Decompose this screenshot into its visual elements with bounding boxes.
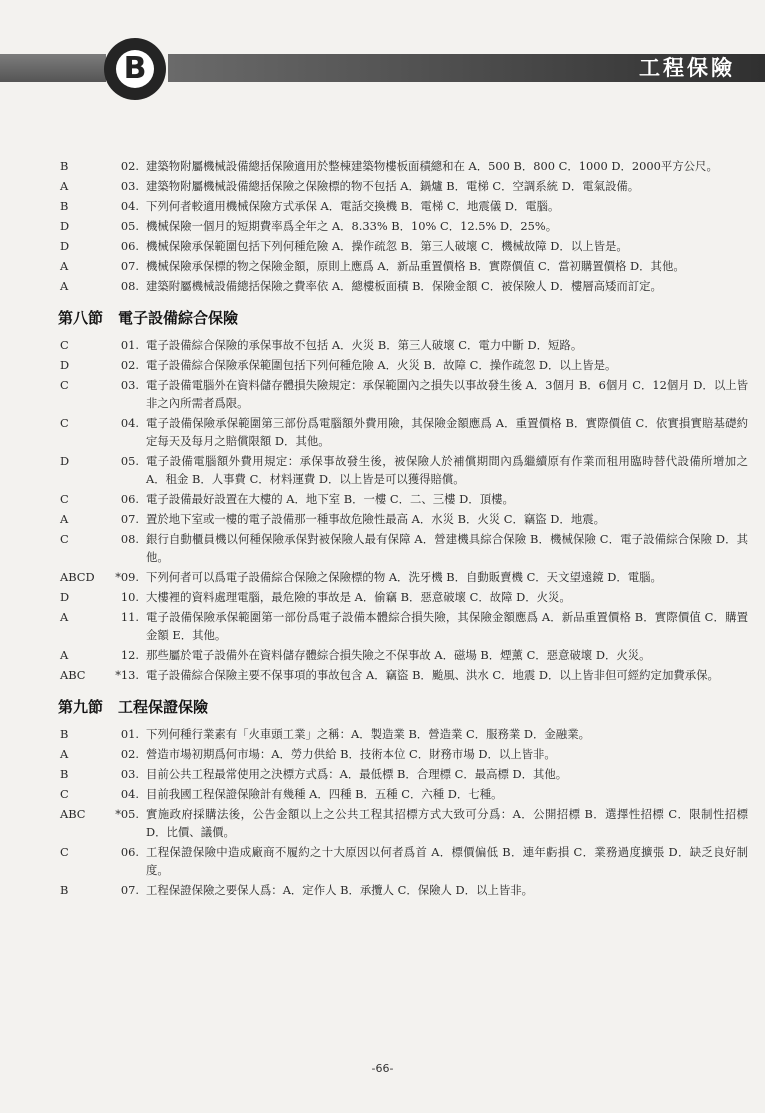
answer-key: A (60, 610, 69, 624)
answer-key: C (60, 416, 69, 430)
question-text: 下列何者較適用機械保險方式承保 A．電話交換機 B．電梯 C．地震儀 D．電腦。 (146, 199, 560, 213)
answer-key: C (60, 787, 69, 801)
question-text: 機械保險承保範圍包括下列何種危險 A．操作疏忽 B．第三人破壞 C．機械故障 D．以上皆是。 (146, 239, 628, 253)
question-number: 10. (120, 590, 139, 604)
answer-key: D (60, 454, 70, 468)
answer-key: B (60, 883, 69, 897)
answer-key: A (60, 648, 69, 662)
question-row (58, 157, 748, 175)
question-row (58, 237, 748, 255)
question-number: *09. (115, 570, 139, 584)
answer-key: C (60, 532, 69, 546)
answer-key: A (60, 747, 69, 761)
question-text: 電子設備最好設置在大樓的 A．地下室 B．一樓 C．二、三樓 D．頂樓。 (146, 492, 514, 506)
question-number: 06. (120, 845, 139, 859)
question-text: 建築物附屬機械設備總括保險之保險標的物不包括 A．鍋爐 B．電梯 C．空調系統 D．電氣設備。 (146, 179, 640, 193)
answer-key: D (60, 239, 70, 253)
question-row (58, 765, 748, 783)
question-number: 04. (120, 416, 139, 430)
question-row (58, 197, 748, 215)
question-text: 電子設備綜合保險的承保事故不包括 A．火災 B．第三人破壞 C．電力中斷 D．短路。 (146, 338, 583, 352)
chapter-title: 工程保險 (639, 56, 735, 80)
question-number: 05. (120, 219, 139, 233)
answer-key: C (60, 338, 69, 352)
question-row (58, 336, 748, 354)
answer-key: A (60, 179, 69, 193)
answer-key: B (60, 159, 69, 173)
question-text: 目前公共工程最常使用之決標方式爲：A．最低標 B．合理標 C．最高標 D．其他。 (146, 767, 568, 781)
question-row (58, 414, 748, 450)
question-text: 電子設備綜合保險主要不保事項的事故包含 A．竊盜 B．颱風、洪水 C．地震 D．以上皆非但可經約定加費承保。 (146, 668, 719, 682)
question-number: 07. (120, 259, 139, 273)
question-number: 04. (120, 787, 139, 801)
question-number: 03. (120, 767, 139, 781)
answer-key: B (60, 767, 69, 781)
question-text: 建築附屬機械設備總括保險之費率依 A．總樓板面積 B．保險金額 C．被保險人 D．樓層高矮而訂定。 (146, 279, 662, 293)
question-number: 08. (120, 279, 139, 293)
answer-key: B (60, 199, 69, 213)
answer-key: A (60, 279, 69, 293)
question-text: 置於地下室或一樓的電子設備那一種事故危險性最高 A．水災 B．火災 C．竊盜 D．地震。 (146, 512, 605, 526)
question-text: 大樓裡的資料處理電腦，最危險的事故是 A．偷竊 B．惡意破壞 C．故障 D．火災。 (146, 590, 571, 604)
question-text: 電子設備電腦外在資料儲存體損失險規定：承保範圍內之損失以事故發生後 A．3個月 B．6個月 C．12個月 D．以上皆非之內所需者爲限。 (146, 378, 748, 410)
page-number: -66- (371, 1062, 394, 1075)
question-list (58, 157, 748, 901)
question-row (58, 376, 748, 412)
question-number: 04. (120, 199, 139, 213)
logo-icon: B (116, 50, 154, 88)
question-row (58, 217, 748, 235)
question-text: 機械保險一個月的短期費率爲全年之 A．8.33% B．10% C．12.5% D．25%。 (146, 219, 558, 233)
question-text: 電子設備電腦額外費用規定：承保事故發生後，被保險人於補償期間內爲繼續原有作業而租用臨時替代設備所增加之 A．租金 B．人事費 C．材料運費 D．以上皆是可以獲得賠償。 (146, 454, 748, 486)
question-row (58, 356, 748, 374)
question-text: 目前我國工程保證保險計有幾種 A．四種 B．五種 C．六種 D．七種。 (146, 787, 503, 801)
question-number: 01. (120, 338, 139, 352)
question-row (58, 881, 748, 899)
question-text: 銀行自動櫃員機以何種保險承保對被保險人最有保障 A．營建機具綜合保險 B．機械保險 C．電子設備綜合保險 D．其他。 (146, 532, 748, 564)
question-row (58, 530, 748, 566)
question-row (58, 490, 748, 508)
question-text: 工程保證保險之要保人爲：A．定作人 B．承攬人 C．保險人 D．以上皆非。 (146, 883, 534, 897)
question-number: *13. (115, 668, 139, 682)
question-number: 05. (120, 454, 139, 468)
question-row (58, 843, 748, 879)
question-row (58, 666, 748, 684)
answer-key: B (60, 727, 69, 741)
question-row (58, 510, 748, 528)
answer-key: ABCD (60, 570, 95, 584)
question-row (58, 257, 748, 275)
answer-key: ABC (60, 668, 86, 682)
question-number: 07. (120, 512, 139, 526)
section-heading: 第八節 電子設備綜合保險 (58, 309, 239, 327)
question-row (58, 725, 748, 743)
question-row (58, 646, 748, 664)
answer-key: A (60, 512, 69, 526)
question-row (58, 177, 748, 195)
question-text: 電子設備保險承保範圍第一部份爲電子設備本體綜合損失險，其保險金額應爲 A．新品重置價格 B．實際價值 C．購置金額 E．其他。 (146, 610, 748, 642)
question-text: 下列何者可以爲電子設備綜合保險之保險標的物 A．洗牙機 B．自動販賣機 C．天文望遠鏡 D．電腦。 (146, 570, 662, 584)
publisher-logo (104, 38, 166, 100)
question-text: 建築物附屬機械設備總括保險適用於整棟建築物樓板面積總和在 A．500 B．800 C．1000 D．2000平方公尺。 (146, 159, 718, 173)
question-number: 03. (120, 179, 139, 193)
question-row (58, 588, 748, 606)
answer-key: A (60, 259, 69, 273)
question-number: 03. (120, 378, 139, 392)
question-row (58, 745, 748, 763)
answer-key: D (60, 590, 70, 604)
section-heading: 第九節 工程保證保險 (58, 698, 209, 716)
question-row (58, 277, 748, 295)
question-text: 下列何種行業素有「火車頭工業」之稱：A．製造業 B．營造業 C．服務業 D．金融業。 (146, 727, 590, 741)
question-row (58, 608, 748, 644)
question-row (58, 452, 748, 488)
question-row (58, 568, 748, 586)
question-text: 工程保證保險中造成廠商不履約之十大原因以何者爲首 A．標價偏低 B．連年虧損 C．業務過度擴張 D．缺乏良好制度。 (146, 845, 748, 877)
question-row (58, 805, 748, 841)
question-number: *05. (115, 807, 139, 821)
question-text: 營造市場初期爲何市場：A．勞力供給 B．技術本位 C．財務市場 D．以上皆非。 (146, 747, 556, 761)
question-text: 機械保險承保標的物之保險金額，原則上應爲 A．新品重置價格 B．實際價值 C．當初購置價格 D．其他。 (146, 259, 685, 273)
question-row (58, 785, 748, 803)
question-number: 06. (120, 239, 139, 253)
question-number: 02. (120, 159, 139, 173)
answer-key: D (60, 219, 70, 233)
question-text: 電子設備保險承保範圍第三部份爲電腦額外費用險，其保險金額應爲 A．重置價格 B．實際價值 C．依實損實賠基礎約定每天及每月之賠償限額 D．其他。 (146, 416, 748, 448)
question-number: 06. (120, 492, 139, 506)
question-text: 實施政府採購法後，公告金額以上之公共工程其招標方式大致可分爲：A．公開招標 B．選擇性招標 C．限制性招標 D．比價、議價。 (146, 807, 748, 839)
question-number: 02. (120, 358, 139, 372)
question-number: 01. (120, 727, 139, 741)
question-number: 11. (120, 610, 139, 624)
question-number: 07. (120, 883, 139, 897)
question-number: 08. (120, 532, 139, 546)
question-text: 電子設備綜合保險承保範圍包括下列何種危險 A．火災 B．故障 C．操作疏忽 D．以上皆是。 (146, 358, 617, 372)
question-text: 那些屬於電子設備外在資料儲存體綜合損失險之不保事故 A．磁場 B．煙薰 C．惡意破壞 D．火災。 (146, 648, 651, 662)
answer-key: C (60, 378, 69, 392)
question-number: 02. (120, 747, 139, 761)
header-band-left (0, 54, 106, 82)
answer-key: C (60, 492, 69, 506)
answer-key: ABC (60, 807, 86, 821)
answer-key: D (60, 358, 70, 372)
question-number: 12. (120, 648, 139, 662)
answer-key: C (60, 845, 69, 859)
